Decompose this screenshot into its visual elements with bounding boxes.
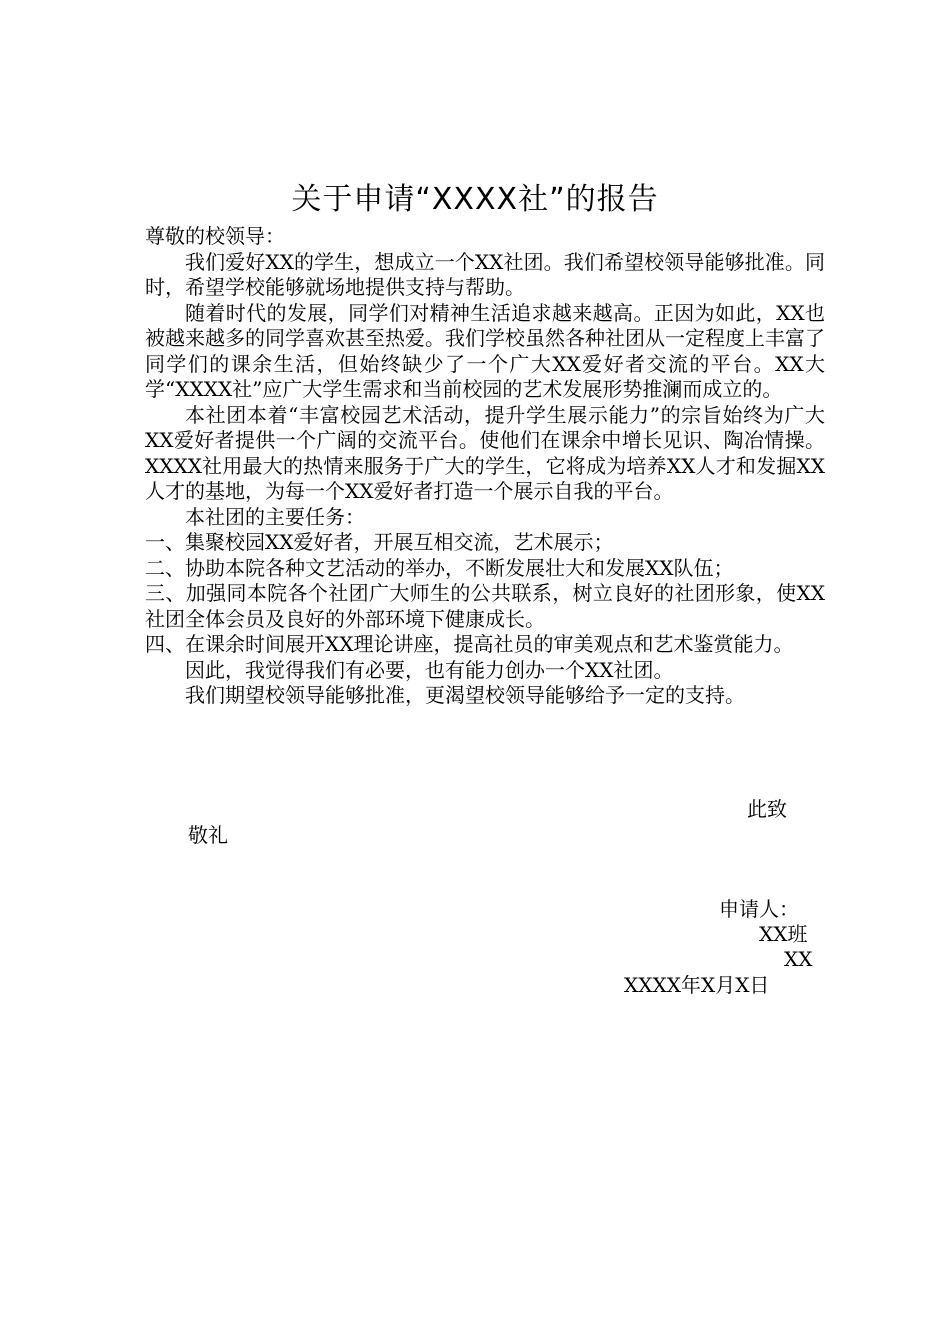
closing-salute: 敬礼: [188, 823, 228, 847]
task-item: 三、加强同本院各个社团广大师生的公共联系，树立良好的社团形象，使XX社团全体会员及良好的外部环境下健康成长。: [145, 581, 825, 631]
salutation: 尊敬的校领导：: [145, 224, 285, 248]
application-date: XXXX年X月X日: [624, 973, 770, 997]
conclusion-line: 我们期望校领导能够批准，更渴望校领导能够给予一定的支持。: [185, 683, 745, 707]
task-item: 四、在课余时间展开XX理论讲座，提高社员的审美观点和艺术鉴赏能力。: [145, 632, 794, 656]
applicant-name: XX: [784, 947, 813, 971]
document-title: 关于申请“XXXX社”的报告: [291, 182, 659, 217]
paragraph: 随着时代的发展，同学们对精神生活追求越来越高。正因为如此，XX也被越来越多的同学喜欢甚至热爱。我们学校虽然各种社团从一定程度上丰富了同学们的课余生活，但始终缺少了一个广大XX爱好者交流的平台。XX大学“XXXX社”应广大学生需求和当前校园的艺术发展形势推澜而成立的。: [145, 300, 825, 401]
paragraph: 本社团本着“丰富校园艺术活动，提升学生展示能力”的宗旨始终为广大XX爱好者提供一个广阔的交流平台。使他们在课余中增长见识、陶冶情操。XXXX社用最大的热情来服务于广大的学生，它将成为培养XX人才和发掘XX人才的基地，为每一个XX爱好者打造一个展示自我的平台。: [145, 402, 825, 503]
paragraph: 我们爱好XX的学生，想成立一个XX社团。我们希望校领导能够批准。同时，希望学校能够就场地提供支持与帮助。: [145, 249, 825, 299]
conclusion-line: 因此，我觉得我们有必要，也有能力创办一个XX社团。: [185, 657, 674, 682]
tasks-heading: 本社团的主要任务：: [185, 504, 365, 529]
applicant-class: XX班: [759, 922, 808, 946]
applicant-label: 申请人：: [719, 897, 799, 921]
document-body: [145, 224, 825, 709]
task-item: 一、集聚校园XX爱好者，开展互相交流，艺术展示；: [145, 530, 614, 554]
task-item: 二、协助本院各种文艺活动的举办，不断发展壮大和发展XX队伍；: [145, 555, 734, 580]
closing-regards: 此致: [747, 797, 787, 821]
